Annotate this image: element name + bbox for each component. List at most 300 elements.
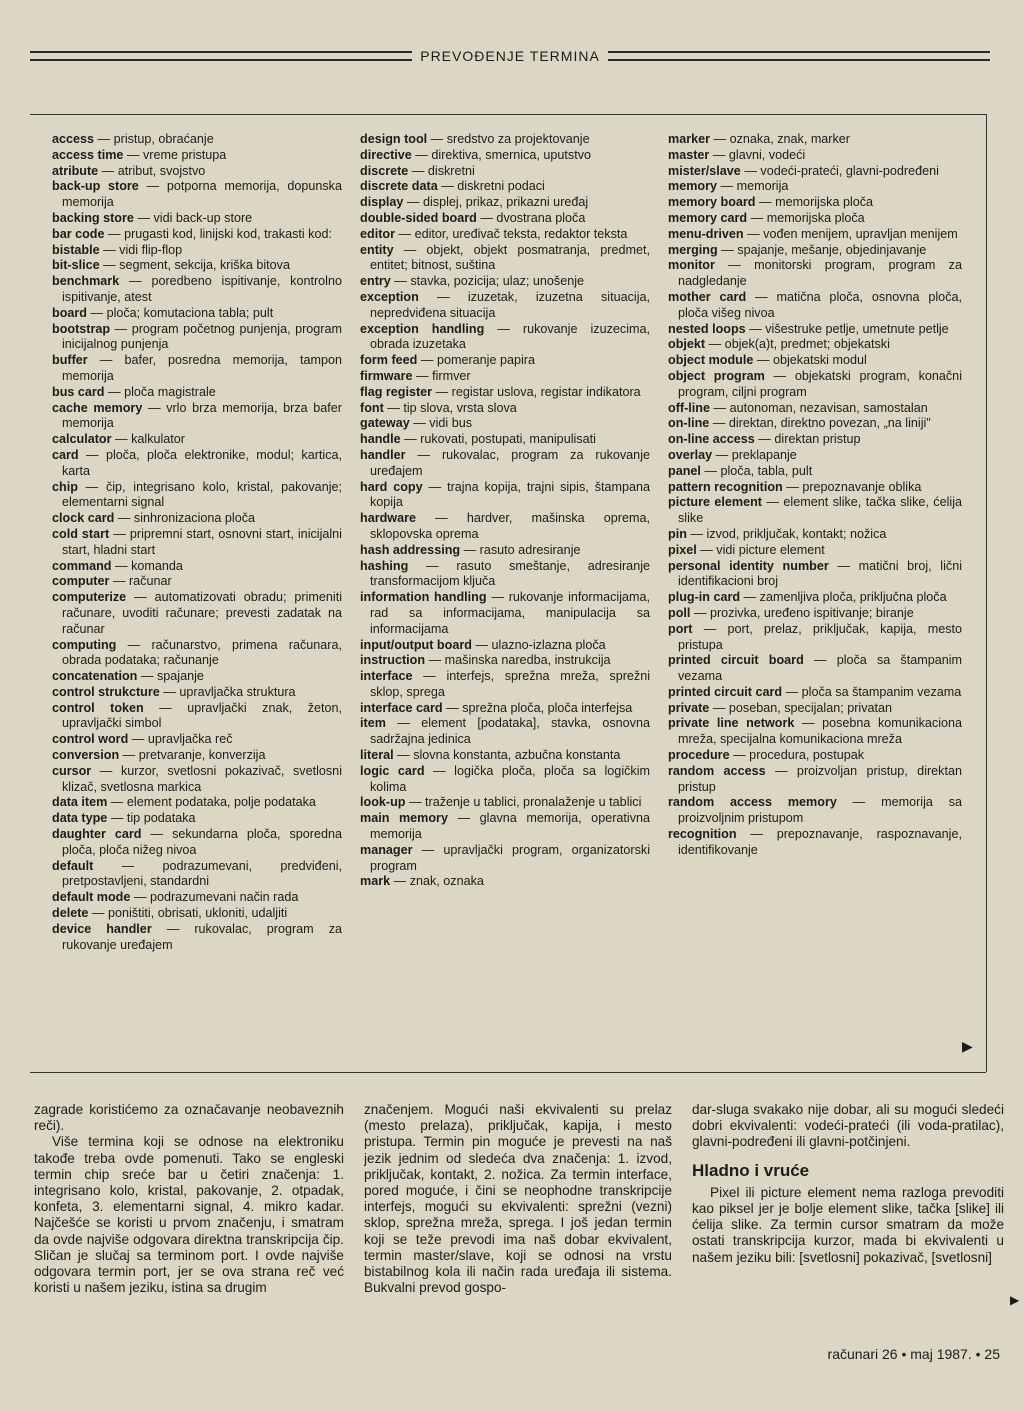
glossary-box-top-rule (30, 114, 986, 115)
glossary-definition: — vođen menijem, upravljan menijem (743, 226, 958, 241)
glossary-entry (52, 480, 342, 512)
glossary-entry (52, 306, 342, 322)
glossary-entry (668, 211, 962, 227)
glossary-entry (52, 432, 342, 448)
glossary-term: random access memory (668, 795, 837, 810)
glossary-entry (360, 274, 650, 290)
glossary-term: clock card (52, 511, 115, 526)
glossary-definition: — prepoznavanje oblika (782, 479, 922, 494)
glossary-entry (668, 416, 962, 432)
glossary-entry (668, 543, 962, 559)
glossary-definition: — element podataka, polje podataka (107, 795, 316, 810)
glossary-definition: — izvod, priključak, kontakt; nožica (686, 526, 887, 541)
glossary-term: exception (360, 289, 419, 304)
paragraph: dar-sluga svakako nije dobar, ali su mogući sledeći dobri ekvivalenti: vodeći-prateći (ili voda-pratilac), glavni-podređeni ili glavni-potčinjeni. (692, 1102, 1004, 1150)
glossary-term: look-up (360, 795, 406, 810)
glossary-term: mister/slave (668, 163, 741, 178)
glossary-term: flag register (360, 384, 433, 399)
glossary-term: entity (360, 242, 394, 257)
glossary-entry (360, 669, 650, 701)
glossary-entry (52, 638, 342, 670)
glossary-definition: — komanda (111, 558, 183, 573)
glossary-definition: — sekundarna ploča, sporedna ploča, ploča nižeg nivoa (62, 827, 342, 857)
glossary-term: entry (360, 274, 391, 289)
glossary-entry (360, 432, 650, 448)
glossary-term: editor (360, 226, 395, 241)
glossary-definition: — atribut, svojstvo (98, 163, 206, 178)
glossary-term: conversion (52, 748, 120, 763)
glossary-entry (52, 685, 342, 701)
glossary-definition: — podrazumevani način rada (130, 890, 299, 905)
glossary-entry (668, 701, 962, 717)
glossary-definition: — izuzetak, izuzetna situacija, nepredviđena situacija (370, 289, 650, 320)
glossary-term: concatenation (52, 669, 138, 684)
glossary-definition: — spajanje, mešanje, objedinjavanje (717, 242, 927, 257)
glossary-term: design tool (360, 132, 428, 146)
glossary-entry (52, 669, 342, 685)
glossary-term: access time (52, 147, 124, 162)
glossary-definition: — ploča; komutaciona tabla; pult (86, 305, 274, 320)
glossary-entry (668, 685, 962, 701)
glossary-entry (52, 827, 342, 859)
glossary-term: on-line (668, 416, 710, 431)
glossary-entry (668, 227, 962, 243)
glossary-entry (360, 148, 650, 164)
glossary-entry (52, 401, 342, 433)
glossary-entry (360, 164, 650, 180)
glossary-term: marker (668, 132, 711, 146)
glossary-term: device handler (52, 921, 152, 936)
glossary-entry (360, 638, 650, 654)
glossary-entry (360, 322, 650, 354)
glossary-entry (360, 211, 650, 227)
glossary-definition: — vidi picture element (696, 542, 825, 557)
glossary-definition: — zamenljiva ploča, priključna ploča (740, 590, 947, 605)
glossary-entry (360, 795, 650, 811)
glossary-definition: — preklapanje (712, 447, 797, 462)
glossary-term: access (52, 132, 95, 146)
glossary-entry (360, 448, 650, 480)
glossary-term: default mode (52, 890, 131, 905)
continue-arrow-icon: ▶ (962, 1038, 973, 1054)
glossary-definition: — posebna komunikaciona mreža, specijalna komunikaciona mreža (678, 716, 962, 747)
glossary-entry (52, 890, 342, 906)
glossary-column-3 (668, 132, 962, 1062)
glossary-entry (360, 480, 650, 512)
glossary-definition: — monitorski program, program za nadgledanje (678, 258, 962, 289)
glossary-definition: — direktiva, smernica, uputstvo (411, 147, 591, 162)
glossary-definition: — oznaka, znak, marker (710, 132, 850, 146)
glossary-entry (668, 653, 962, 685)
glossary-entry (52, 859, 342, 891)
glossary-definition: — bafer, posredna memorija, tampon memorija (62, 353, 342, 383)
glossary-term: discrete (360, 163, 409, 178)
glossary-entry (360, 353, 650, 369)
glossary-entry (52, 227, 342, 243)
glossary-term: computerize (52, 590, 127, 605)
glossary-term: interface (360, 669, 413, 684)
glossary-definition: — poredbeno ispitivanje, kontrolno ispitivanje, atest (62, 274, 342, 304)
paragraph: značenjem. Mogući naši ekvivalenti su prelaz (mesto prelaza), priključak, kapija, i mesto pristupa. Termin pin moguće je prevesti na naš jezik jednim od sledeća dva značenja: 1. izvod, priključak, kontakt, 2. nožica. Za termin interface, pored moguće, i čini se neophodne transkripcije interfejs, mogući su ekvivalenti: sprežni (vezni) sklop, sprežna mreža, sprega. I još jedan termin koji se teže prevodi ima naš dobar ekvivalent, termin master/slave, koji se odnosi na vrstu bistabilnog kola ili način rada uređaja ili sistema. Bukvalni prevod gospo- (364, 1102, 672, 1296)
glossary-definition: — podrazumevani, predviđeni, pretpostavljeni, standardni (62, 858, 342, 889)
glossary-term: command (52, 558, 112, 573)
glossary-entry (668, 164, 962, 180)
glossary-term: control token (52, 700, 144, 715)
glossary-definition: — pomeranje papira (417, 353, 535, 368)
glossary-definition: — matični broj, lični identifikacioni broj (678, 558, 962, 589)
glossary-definition: — prozivka, uređeno ispitivanje; biranje (690, 605, 914, 620)
page-header (30, 46, 990, 66)
glossary-term: font (360, 400, 384, 415)
glossary-definition: — vidi bus (409, 416, 472, 431)
glossary-entry (360, 874, 650, 890)
glossary-entry (52, 732, 342, 748)
glossary-definition: — vidi back-up store (133, 210, 253, 225)
glossary-term: panel (668, 463, 701, 478)
glossary-definition: — vodeći-prateći, glavni-podređeni (740, 163, 939, 178)
glossary-entry (52, 748, 342, 764)
glossary-term: interface card (360, 700, 443, 715)
glossary-definition: — ploča, ploča elektronike, modul; kartica, karta (62, 447, 342, 478)
glossary-entry (668, 480, 962, 496)
section-title: PREVOĐENJE TERMINA (420, 48, 600, 64)
glossary-definition: — element [podataka], stavka, osnovna sadržajna jedinica (370, 716, 650, 747)
glossary-entry (360, 227, 650, 243)
glossary-term: random access (668, 763, 766, 778)
glossary-term: computing (52, 637, 117, 652)
glossary-entry (52, 922, 342, 954)
glossary-definition: — ulazno-izlazna ploča (471, 637, 606, 652)
glossary-term: buffer (52, 353, 88, 368)
glossary-entry (668, 606, 962, 622)
glossary-term: card (52, 447, 79, 462)
glossary-definition: — rasuto smeštanje, adresiranje transformacijom ključa (370, 558, 650, 589)
glossary-entry (52, 701, 342, 733)
glossary-term: mother card (668, 289, 747, 304)
glossary-definition: — objekt, objekt posmatranja, predmet, entitet; bitnost, suština (370, 242, 650, 273)
glossary-entry (52, 353, 342, 385)
glossary-term: objekt (668, 337, 706, 352)
glossary-entry (52, 795, 342, 811)
glossary-term: logic card (360, 763, 425, 778)
glossary-entry (668, 559, 962, 591)
glossary-definition: — diskretni podaci (437, 179, 545, 194)
glossary-term: picture element (668, 495, 762, 510)
glossary-term: display (360, 195, 404, 210)
glossary-definition: — pretvaranje, konverzija (119, 748, 266, 763)
glossary-box-bottom-rule (30, 1072, 986, 1073)
glossary-entry (52, 243, 342, 259)
glossary-term: calculator (52, 432, 112, 447)
glossary-definition: — ploča sa štampanim vezama (782, 684, 962, 699)
glossary-entry (52, 811, 342, 827)
glossary-entry (668, 322, 962, 338)
glossary-definition: — mašinska naredba, instrukcija (425, 653, 611, 668)
glossary-definition: — displej, prikaz, prikazni uređaj (403, 195, 589, 210)
glossary-term: information handling (360, 590, 487, 605)
glossary-definition: — matična ploča, osnovna ploča, ploča višeg nivoa (678, 289, 962, 320)
glossary-definition: — interfejs, sprežna mreža, sprežni sklop, sprega (370, 669, 650, 699)
glossary-entry (52, 906, 342, 922)
glossary-entry (668, 795, 962, 827)
glossary-definition: — rukovalac, program za rukovanje uređajem (62, 921, 342, 952)
glossary-definition: — memorija (717, 179, 789, 194)
glossary-entry (668, 590, 962, 606)
glossary-definition: — stavka, pozicija; ulaz; unošenje (390, 274, 585, 289)
glossary-definition: — ploča magistrale (104, 384, 216, 399)
glossary-definition: — traženje u tablici, pronalaženje u tablici (405, 795, 642, 810)
glossary-term: procedure (668, 748, 730, 763)
glossary-definition: — sredstvo za projektovanje (427, 132, 590, 146)
section-heading: Hladno i vruće (692, 1160, 810, 1180)
glossary-term: input/output board (360, 637, 472, 652)
glossary-definition: — prugasti kod, linijski kod, trakasti kod: (104, 226, 332, 241)
glossary-entry (52, 511, 342, 527)
glossary-term: pixel (668, 542, 697, 557)
glossary-definition: — element slike, tačka slike, ćelija slike (678, 495, 962, 526)
glossary-definition: — objekatski program, konačni program, ciljni program (678, 368, 962, 399)
glossary-term: cursor (52, 763, 92, 778)
glossary-entry (360, 748, 650, 764)
glossary-term: benchmark (52, 274, 120, 289)
glossary-entry (52, 527, 342, 559)
glossary-term: handle (360, 432, 401, 447)
glossary-entry (360, 195, 650, 211)
glossary-term: data type (52, 811, 108, 826)
glossary-entry (52, 148, 342, 164)
glossary-box-right-rule (986, 114, 987, 1072)
glossary-entry (360, 653, 650, 669)
glossary-term: personal identity number (668, 558, 829, 573)
glossary-definition: — znak, oznaka (390, 874, 484, 889)
glossary-entry (360, 543, 650, 559)
glossary-definition: — prepoznavanje, raspoznavanje, identifikovanje (678, 827, 962, 857)
glossary-entry (668, 432, 962, 448)
glossary-definition: — ploča, tabla, pult (700, 463, 813, 478)
glossary-term: mark (360, 874, 391, 889)
glossary-definition: — upravljački znak, žeton, upravljački simbol (62, 700, 342, 731)
glossary-entry (52, 322, 342, 354)
glossary-term: memory card (668, 210, 748, 225)
glossary-definition: — objekatski modul (753, 353, 867, 368)
glossary-definition: — računar (109, 574, 172, 589)
glossary-definition: — glavni, vodeći (709, 147, 806, 162)
glossary-entry (360, 811, 650, 843)
glossary-definition: — direktan pristup (754, 432, 861, 447)
glossary-definition: — upravljačka struktura (159, 684, 296, 699)
glossary-term: handler (360, 447, 406, 462)
glossary-term: firmware (360, 368, 413, 383)
glossary-definition: — čip, integrisano kolo, kristal, pakovanje; elementarni signal (62, 479, 342, 510)
glossary-entry (52, 764, 342, 796)
glossary-entry (668, 448, 962, 464)
glossary-definition: — pripremni start, osnovni start, inicijalni start, hladni start (62, 526, 342, 557)
glossary-definition: — višestruke petlje, umetnute petlje (745, 321, 949, 336)
glossary-definition: — dvostrana ploča (476, 210, 586, 225)
glossary-entry (360, 843, 650, 875)
glossary-term: hashing (360, 558, 409, 573)
glossary-term: private (668, 700, 710, 715)
glossary-entry (52, 132, 342, 148)
glossary-entry (668, 464, 962, 480)
glossary-term: bistable (52, 242, 100, 257)
glossary-entry (52, 164, 342, 180)
paragraph: Pixel ili picture element nema razloga prevoditi kao piksel jer je bolje element slike, tačka [slike] ili ćelija slike. Za termin cursor smatram da može ostati transkripcija kurzor, mada bi ekvivalenti u našem jeziku bili: [svetlosni] pokazivač, [svetlosni] (692, 1184, 1004, 1265)
glossary-entry (52, 385, 342, 401)
glossary-term: control strukcture (52, 684, 160, 699)
glossary-definition: — potporna memorija, dopunska memorija (62, 179, 342, 210)
glossary-definition: — logička ploča, ploča sa logičkim kolima (370, 763, 650, 794)
glossary-term: discrete data (360, 179, 438, 194)
glossary-definition: — ploča sa štampanim vezama (678, 653, 962, 684)
glossary-definition: — registar uslova, registar indikatora (432, 384, 641, 399)
article-column-2 (364, 1102, 672, 1312)
glossary-entry (360, 401, 650, 417)
glossary-term: printed circuit card (668, 684, 783, 699)
glossary-term: manager (360, 842, 413, 857)
glossary-definition: — rasuto adresiranje (460, 542, 581, 557)
glossary-definition: — port, prelaz, priključak, kapija, mesto pristupa (678, 621, 962, 652)
glossary-term: nested loops (668, 321, 746, 336)
glossary-term: backing store (52, 210, 134, 225)
glossary-entry (668, 337, 962, 353)
glossary-entry (360, 416, 650, 432)
glossary-term: literal (360, 748, 394, 763)
glossary-definition: — spajanje (137, 669, 204, 684)
header-rule-left (30, 51, 412, 61)
glossary-definition: — kalkulator (111, 432, 185, 447)
paragraph: zagrade koristićemo za označavanje neobaveznih reči). (34, 1102, 344, 1134)
glossary-term: pin (668, 526, 687, 541)
glossary-entry (668, 764, 962, 796)
glossary-definition: — autonoman, nezavisan, samostalan (709, 400, 928, 415)
glossary-entry (52, 179, 342, 211)
glossary-term: port (668, 621, 693, 636)
glossary-entry (668, 243, 962, 259)
glossary-term: bus card (52, 384, 105, 399)
glossary-definition: — memorija sa proizvoljnim pristupom (678, 795, 962, 826)
glossary-column-1 (52, 132, 342, 1062)
glossary-term: pattern recognition (668, 479, 783, 494)
header-rule-right (608, 51, 990, 61)
glossary-entry (668, 195, 962, 211)
glossary-entry (52, 258, 342, 274)
glossary-definition: — program početnog punjenja, program inicijalnog punjenja (62, 321, 342, 352)
glossary-entry (52, 559, 342, 575)
glossary-term: bootstrap (52, 321, 111, 336)
glossary-entry (360, 290, 650, 322)
glossary-definition: — sinhronizaciona ploča (114, 511, 256, 526)
glossary-definition: — memorijska ploča (747, 210, 865, 225)
glossary-definition: — vidi flip-flop (99, 242, 183, 257)
glossary-entry (360, 511, 650, 543)
page-footer: računari 26 • maj 1987. • 25 (827, 1346, 1000, 1362)
glossary-entry (360, 701, 650, 717)
glossary-definition: — automatizovati obradu; primeniti računare, uvoditi računare; prevesti zadatak na računar (62, 590, 342, 636)
glossary-definition: — direktan, direktno povezan, „na liniji" (709, 416, 931, 431)
glossary-definition: — rukovanje izuzecima, obrada izuzetaka (370, 321, 650, 352)
glossary-definition: — tip slova, vrsta slova (383, 400, 517, 415)
glossary-definition: — računarstvo, primena računara, obrada podataka; računanje (62, 637, 342, 668)
glossary-entry (668, 527, 962, 543)
glossary-entry (52, 274, 342, 306)
glossary-entry (668, 369, 962, 401)
glossary-definition: — proizvoljan pristup, direktan pristup (678, 763, 962, 794)
glossary-entry (52, 448, 342, 480)
glossary-term: cold start (52, 526, 110, 541)
glossary-term: on-line access (668, 432, 755, 447)
glossary-term: control word (52, 732, 129, 747)
glossary-definition: — hardver, mašinska oprema, sklopovska oprema (370, 511, 650, 541)
glossary-entry (668, 622, 962, 654)
glossary-definition: — rukovalac, program za rukovanje uređajem (370, 447, 650, 478)
glossary-term: merging (668, 242, 718, 257)
glossary-term: poll (668, 605, 691, 620)
glossary-term: private line network (668, 716, 795, 731)
glossary-term: memory board (668, 195, 756, 210)
glossary-term: memory (668, 179, 717, 194)
glossary-definition: — poseban, specijalan; privatan (709, 700, 893, 715)
glossary-definition: — rukovanje informacijama, rad sa informacijama, manipulacija sa informacijama (370, 590, 650, 636)
glossary-entry (668, 716, 962, 748)
article-column-1 (34, 1102, 344, 1312)
glossary-entry (360, 590, 650, 637)
glossary-definition: — pristup, obraćanje (94, 132, 214, 146)
glossary-entry (360, 764, 650, 796)
glossary-entry (668, 179, 962, 195)
glossary-entry (360, 716, 650, 748)
next-page-arrow-icon: ▶ (1010, 1293, 1020, 1307)
glossary-term: directive (360, 147, 412, 162)
glossary-term: main memory (360, 811, 448, 826)
glossary-term: hash addressing (360, 542, 461, 557)
glossary-column-2 (360, 132, 650, 1062)
glossary-definition: — slovna konstanta, azbučna konstanta (393, 748, 621, 763)
glossary-definition: — objek(a)t, predmet; objekatski (705, 337, 890, 352)
glossary-entry (668, 258, 962, 290)
glossary-term: hard copy (360, 479, 423, 494)
glossary-definition: — editor, uređivač teksta, redaktor teksta (394, 226, 628, 241)
glossary-term: object program (668, 368, 765, 383)
glossary-term: exception handling (360, 321, 485, 336)
glossary-term: plug-in card (668, 590, 741, 605)
glossary-term: gateway (360, 416, 410, 431)
glossary-definition: — rukovati, postupati, manipulisati (400, 432, 596, 447)
glossary-entry (52, 574, 342, 590)
glossary-term: bit-slice (52, 258, 100, 273)
glossary-entry (668, 401, 962, 417)
glossary-definition: — vreme pristupa (123, 147, 227, 162)
glossary-definition: — segment, sekcija, kriška bitova (99, 258, 290, 273)
glossary-term: hardware (360, 511, 416, 526)
glossary-term: chip (52, 479, 78, 494)
glossary-definition: — kurzor, svetlosni pokazivač, svetlosni klizač, svetlosna markica (62, 763, 342, 794)
glossary-definition: — upravljačka reč (128, 732, 233, 747)
glossary-entry (360, 243, 650, 275)
glossary-definition: — trajna kopija, trajni sipis, štampana kopija (370, 479, 650, 510)
glossary-term: bar code (52, 226, 105, 241)
glossary-term: computer (52, 574, 110, 589)
glossary-term: item (360, 716, 386, 731)
glossary-entry (668, 353, 962, 369)
glossary-entry (52, 590, 342, 637)
glossary-entry (668, 748, 962, 764)
glossary-term: instruction (360, 653, 426, 668)
glossary-term: back-up store (52, 179, 139, 194)
glossary-term: default (52, 858, 94, 873)
article-column-3 (692, 1102, 1004, 1312)
glossary-entry (360, 179, 650, 195)
